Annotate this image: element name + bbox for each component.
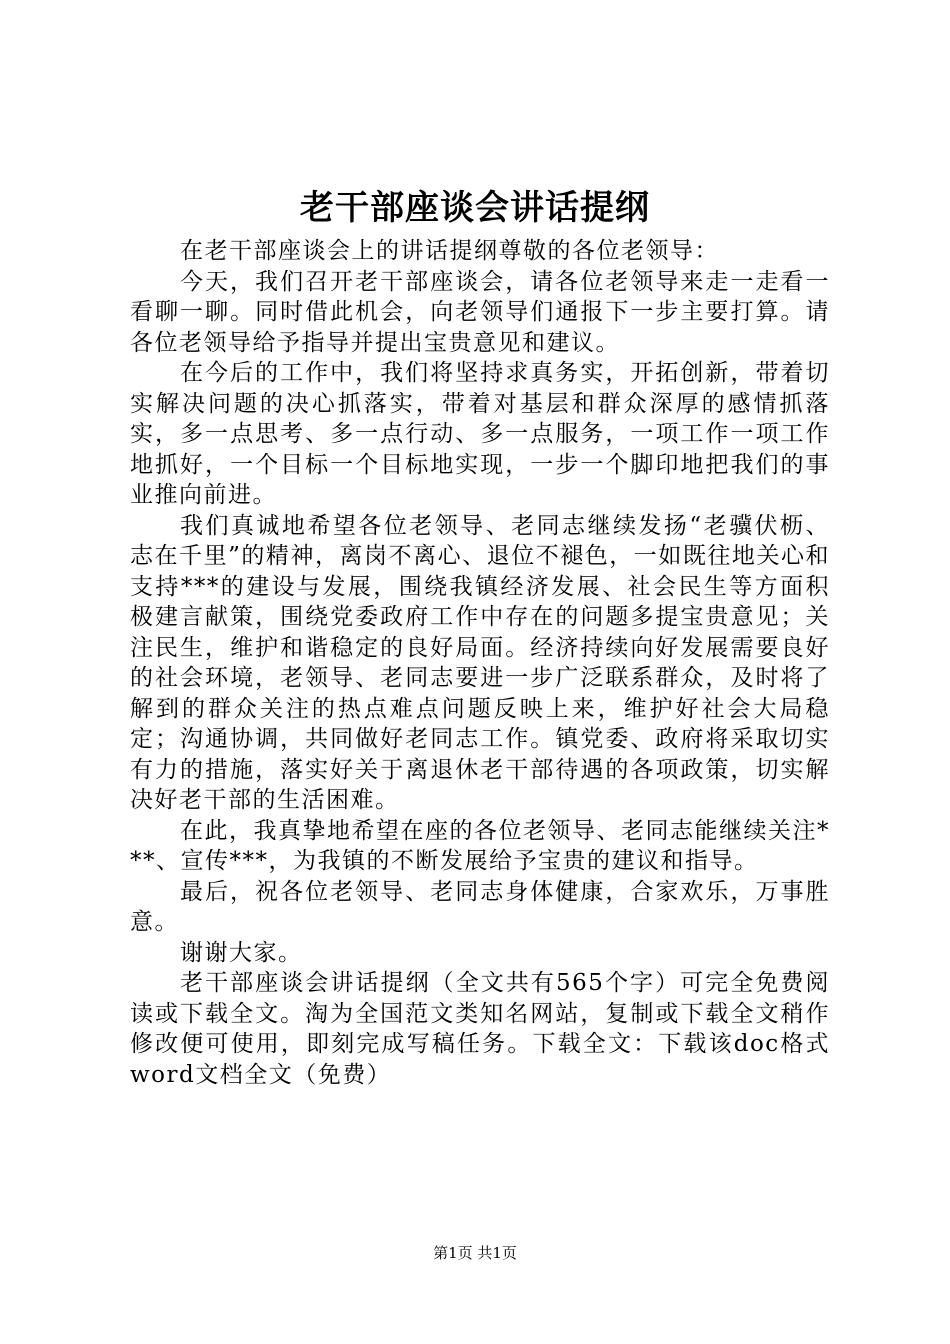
body-paragraph-2: 在今后的工作中，我们将坚持求真务实，开拓创新，带着切实解决问题的决心抓落实，带着对基层和群众深厚的感情抓落实，多一点思考、多一点行动、多一点服务，一项工作一项工作地抓好，一个目标一个目标地实现，一步一个脚印地把我们的事业推向前进。 (130, 360, 830, 508)
body-paragraph-4: 在此，我真挚地希望在座的各位老领导、老同志能继续关注***、宣传***，为我镇的不断发展给予宝贵的建议和指导。 (130, 817, 830, 874)
body-paragraph-3: 我们真诚地希望各位老领导、老同志继续发扬“老骥伏枥、志在千里”的精神，离岗不离心、退位不褪色，一如既往地关心和支持***的建设与发展，围绕我镇经济发展、社会民生等方面积极建言献策，围绕党委政府工作中存在的问题多提宝贵意见；关注民生，维护和谐稳定的良好局面。经济持续向好发展需要良好的社会环境，老领导、老同志要进一步广泛联系群众，及时将了解到的群众关注的热点难点问题反映上来，维护好社会大局稳定；沟通协调，共同做好老同志工作。镇党委、政府将采取切实有力的措施，落实好关于离退休老干部待遇的各项政策，切实解决好老干部的生活困难。 (130, 512, 830, 813)
closing-paragraph: 谢谢大家。 (180, 939, 303, 966)
body-paragraph-1: 今天，我们召开老干部座谈会，请各位老领导来走一走看一看聊一聊。同时借此机会，向老领导们通报下一步主要打算。请各位老领导给予指导并提出宝贵意见和建议。 (130, 268, 830, 356)
salutation-paragraph: 在老干部座谈会上的讲话提纲尊敬的各位老领导： (180, 238, 719, 264)
download-note-paragraph: 老干部座谈会讲话提纲（全文共有565个字）可完全免费阅读或下载全文。淘为全国范文类知名网站，复制或下载全文稍作修改便可使用，即刻完成写稿任务。下载全文：下载该doc格式word文档全文（免费） (130, 970, 830, 1088)
page-title: 老干部座谈会讲话提纲 (300, 188, 650, 228)
document-body (130, 236, 830, 1090)
body-paragraph-5: 最后，祝各位老领导、老同志身体健康，合家欢乐，万事胜意。 (130, 878, 830, 935)
page-number-footer: 第1页 共1页 (433, 1244, 517, 1262)
